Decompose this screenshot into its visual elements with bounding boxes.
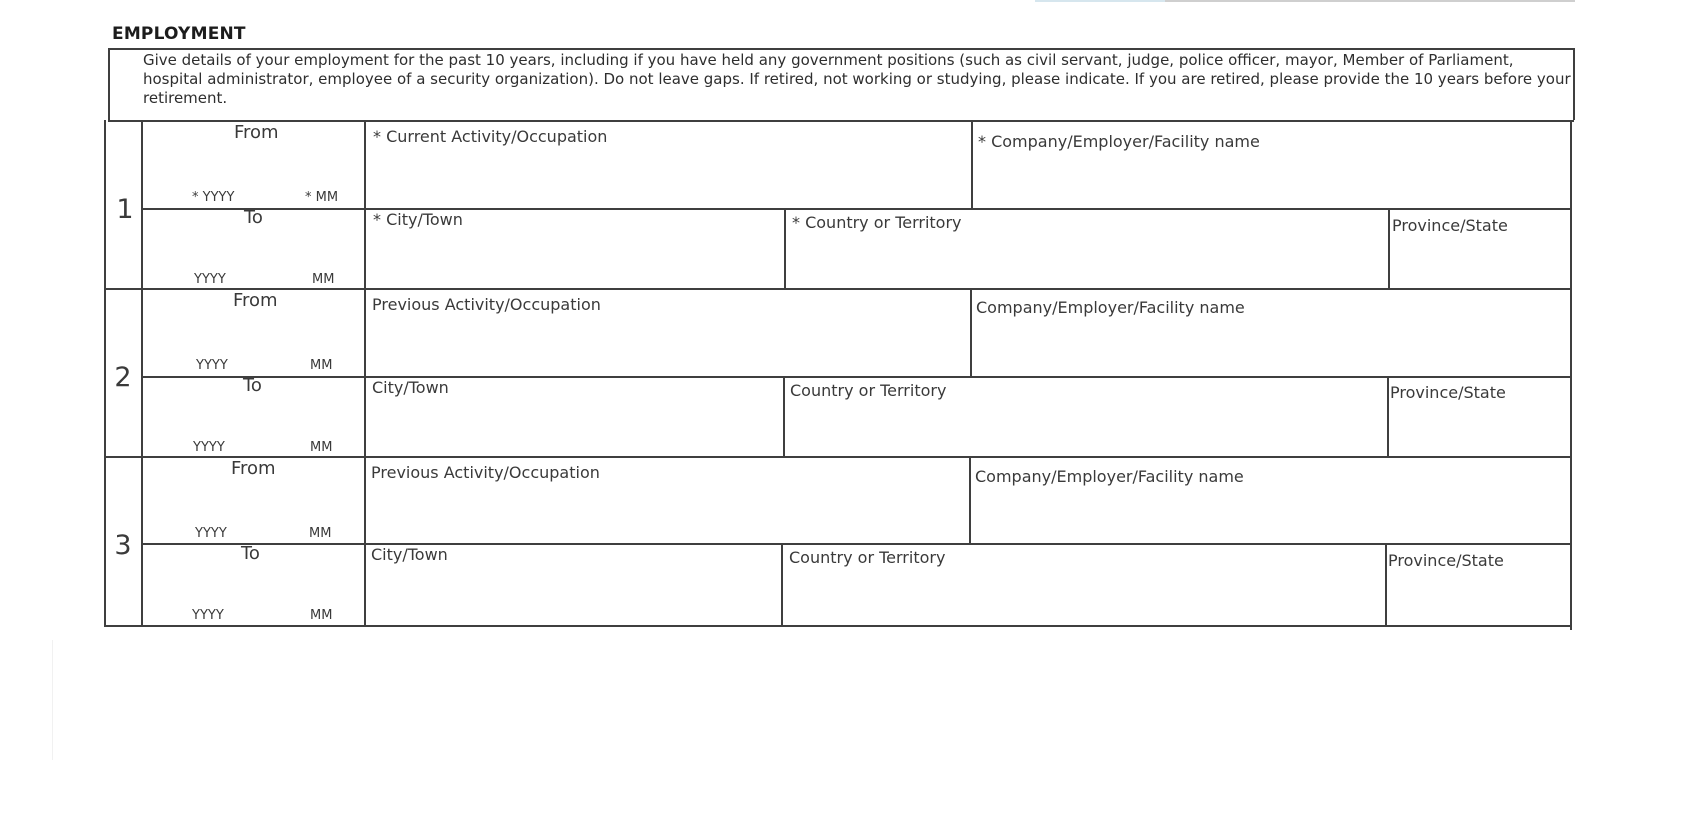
to-year-label: YYYY — [193, 440, 225, 455]
row1-midline — [141, 208, 1571, 210]
from-label: From — [234, 122, 279, 143]
section-title: EMPLOYMENT — [112, 24, 246, 44]
frame-left-border — [108, 48, 110, 120]
company-label: Company/Employer/Facility name — [975, 467, 1244, 486]
from-month-label: MM — [310, 358, 333, 373]
city-label: * City/Town — [373, 210, 463, 229]
to-date-field[interactable] — [143, 566, 363, 623]
city-label: City/Town — [372, 378, 449, 397]
to-label: To — [243, 375, 262, 396]
from-year-label: YYYY — [195, 526, 227, 541]
from-year-label: * YYYY — [192, 190, 235, 205]
company-label: * Company/Employer/Facility name — [978, 132, 1260, 151]
company-label: Company/Employer/Facility name — [976, 298, 1245, 317]
city-field[interactable] — [366, 232, 783, 286]
from-month-label: * MM — [305, 190, 339, 205]
to-date-field[interactable] — [143, 398, 363, 454]
row3-midline — [141, 543, 1571, 545]
province-label: Province/State — [1388, 551, 1504, 570]
row-separator-1-2 — [104, 288, 1571, 290]
row-number: 3 — [114, 530, 132, 561]
company-field[interactable] — [971, 488, 1569, 541]
activity-label: Previous Activity/Occupation — [371, 463, 600, 482]
company-field[interactable] — [972, 320, 1569, 374]
to-label: To — [241, 543, 260, 564]
instructions-bottom-border — [108, 120, 1574, 122]
from-year-label: YYYY — [196, 358, 228, 373]
from-label: From — [233, 290, 278, 311]
row2-midline — [141, 376, 1571, 378]
province-field[interactable] — [1387, 573, 1569, 623]
from-month-label: MM — [309, 526, 332, 541]
activity-field[interactable] — [366, 148, 970, 206]
from-date-field[interactable] — [143, 480, 363, 541]
activity-label: Previous Activity/Occupation — [372, 295, 601, 314]
province-label: Province/State — [1390, 383, 1506, 402]
activity-field[interactable] — [366, 316, 969, 374]
table-right-border — [1570, 120, 1572, 630]
country-field[interactable] — [783, 570, 1384, 623]
country-label: Country or Territory — [789, 548, 946, 567]
to-label: To — [244, 207, 263, 228]
to-month-label: MM — [310, 608, 333, 623]
country-label: * Country or Territory — [792, 213, 962, 232]
to-month-label: MM — [310, 440, 333, 455]
to-year-label: YYYY — [192, 608, 224, 623]
province-field[interactable] — [1390, 238, 1569, 286]
company-field[interactable] — [973, 152, 1569, 206]
row-number: 1 — [116, 194, 134, 225]
table-bottom-border — [104, 625, 1571, 627]
instructions-text: Give details of your employment for the past 10 years, including if you have held any government positions (such as civil servant, judge, police officer, mayor, Member of Parliament, hospital administrator, employee of a security organization). Do not leave gaps. If retired, not working or studying, please indicate. If you are retired, please provide the 10 years before your retirement. — [143, 51, 1571, 107]
scan-margin-shadow — [52, 640, 53, 760]
row-number: 2 — [114, 362, 132, 393]
country-field[interactable] — [786, 235, 1387, 286]
row-separator-2-3 — [104, 456, 1571, 458]
country-label: Country or Territory — [790, 381, 947, 400]
to-month-label: MM — [312, 272, 335, 287]
to-year-label: YYYY — [194, 272, 226, 287]
from-label: From — [231, 458, 276, 479]
city-field[interactable] — [366, 567, 780, 623]
frame-top-border — [108, 48, 1574, 50]
province-label: Province/State — [1392, 216, 1508, 235]
activity-field[interactable] — [366, 484, 968, 541]
to-date-field[interactable] — [143, 230, 363, 286]
city-label: City/Town — [371, 545, 448, 564]
top-page-rule-accent — [1035, 0, 1165, 2]
frame-right-border — [1573, 48, 1575, 120]
from-date-field[interactable] — [143, 144, 363, 206]
table-left-border — [104, 120, 106, 625]
from-date-field[interactable] — [143, 312, 363, 374]
province-field[interactable] — [1389, 405, 1569, 454]
activity-label: * Current Activity/Occupation — [373, 127, 608, 146]
country-field[interactable] — [785, 403, 1386, 454]
city-field[interactable] — [366, 400, 782, 454]
